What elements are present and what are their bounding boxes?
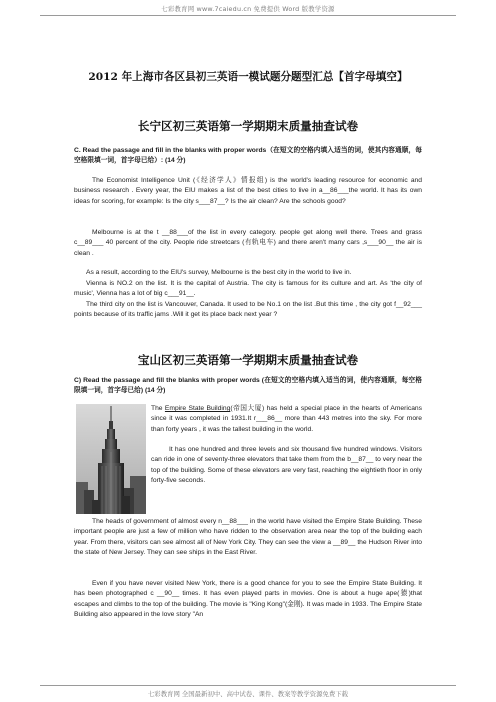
- section1-paragraph: The third city on the list is Vancouver, Canada. It used to be No.1 on the list .But this time , the city got f__92___ points because of its traffic jams .Will it get its place back next year ?: [74, 301, 422, 319]
- section2-instruction: C) Read the passage and fill the blanks with proper words (在短文的空格内填入适当的词，使内容通顺，每空格限填一词，首字母已给) (14 分): [74, 377, 422, 395]
- intro-prefix: The: [151, 405, 165, 412]
- header-divider: [40, 15, 456, 16]
- page-footer: 七彩教育网 全国最新初中、高中试卷、课件、教案等教学资源免费下载: [147, 690, 349, 698]
- page-header: 七彩教育网 www.7caiedu.cn 免费提供 Word 版教学资源: [161, 5, 335, 13]
- section2-intro-paragraph: [151, 404, 422, 435]
- empire-state-building-photo: [76, 404, 146, 514]
- section1-instruction: C. Read the passage and fill in the blanks with proper words（在短文的空格内填入适当的词，使其内容通顺，每空格限填一词，首字母已给）: (14 分): [74, 147, 422, 165]
- section2-paragraph: It has one hundred and three levels and six thousand five hundred windows. Visitors can ride in one of seventy-three elevators that take them from the b__87__ to very near the top of the building. Some of these elevators are very fast, reaching the eightieth floor in only forty-five seconds.: [151, 446, 423, 484]
- intro-rest: has held a special place in the hearts of Americans since it was completed in 1931.It r___86__ more than 443 metres into the sky. For more than forty years , it was the tallest building in the world.: [151, 405, 422, 433]
- footer-divider: [40, 685, 456, 686]
- section1-paragraph: As a result, according to the EIU's survey, Melbourne is the best city in the world to live in.: [86, 269, 352, 276]
- section1-paragraph: Melbourne is at the t __88___of the list in every category. people get along well there. Trees and grass c__89___ 40 percent of the city. People ride streetcars (有轨电车) and there aren't many cars ,s___90__ the air is clean .: [74, 229, 422, 257]
- section1-title: 长宁区初三英语第一学期期末质量抽查试卷: [137, 119, 359, 133]
- section1-paragraph: The Economist Intelligence Unit (《经济学人》情报组) is the world's leading resource for economic and business research . Every year, the EIU makes a list of the best cities to live in a__86___the world. It has its own ideas for scoring, for example: Is the city s___87__? Is the air clean? Are the schools good?: [74, 177, 422, 205]
- document-title: 2012 年上海市各区县初三英语一模试题分题型汇总【首字母填空】: [88, 71, 408, 83]
- empire-state-building-link: Empire State Building: [164, 405, 231, 412]
- section1-paragraph: Vienna is NO.2 on the list. It is the capital of Austria. The city is famous for its culture and art. As 'the city of music', Vienna has a lot of big c___91__.: [74, 280, 422, 298]
- intro-chinese-gloss: (帝国大厦): [230, 405, 265, 412]
- section2-title: 宝山区初三英语第一学期期末质量抽查试卷: [137, 353, 359, 367]
- section2-paragraph: Even if you have never visited New York, there is a good chance for you to see the Empire State Building. It has been photographed c __90__ times. It has even played parts in movies. One is about a huge ape(猿)that escapes and climbs to the top of the building. The movie is "King Kong"(金刚). It was made in 1933. The Empire State Building also appeared in the love story "An: [74, 580, 422, 618]
- section2-paragraph: The heads of government of almost every n__88___ in the world have visited the Empire State Building. These important people are just a few of million who have ridden to the observation area near the top of the building each year. From there, visitors can see almost all of New York City. They can see the view a __89__ the Hudson River into the state of New Jersey. They can see ships in the East River.: [74, 518, 422, 556]
